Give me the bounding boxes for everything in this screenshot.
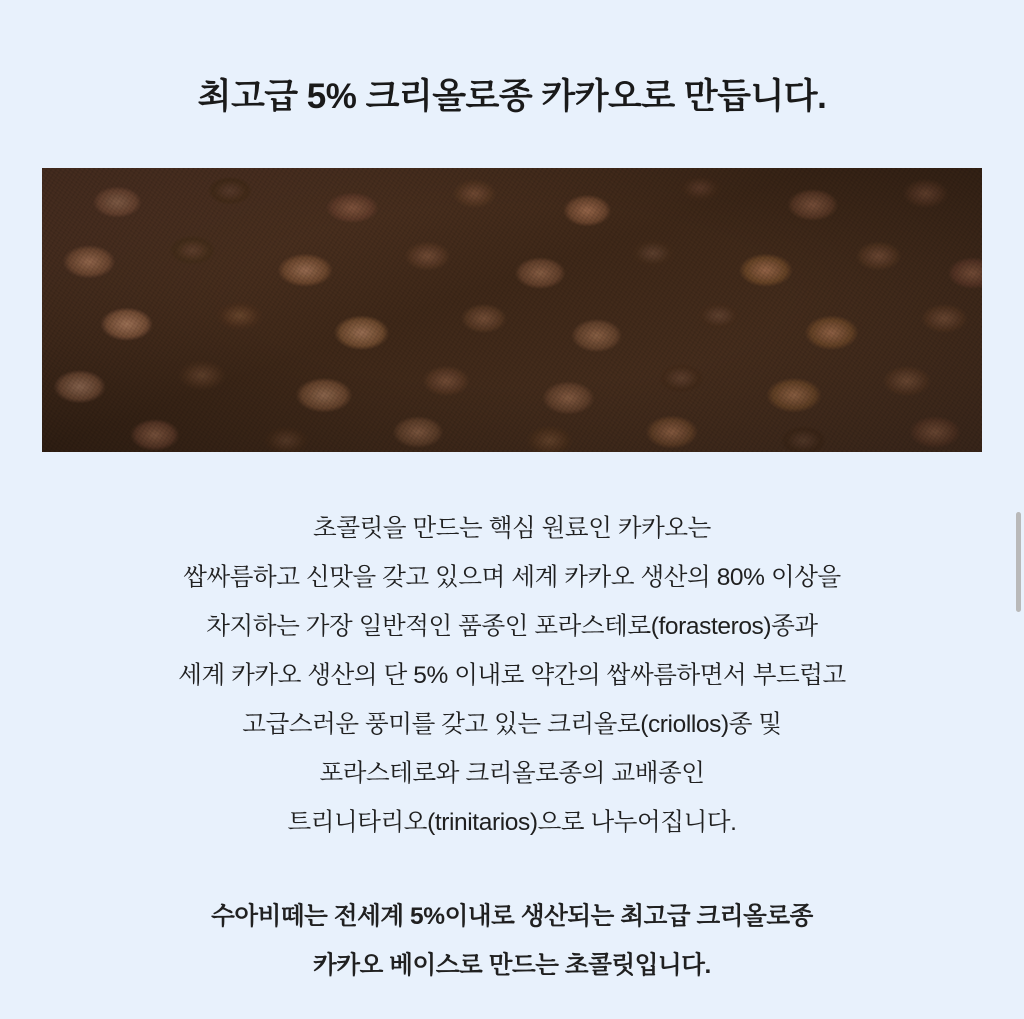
description-block xyxy=(0,504,1024,990)
paragraph-line: 포라스테로와 크리올로종의 교배종인 xyxy=(319,759,705,787)
paragraph-highlight xyxy=(0,892,1024,990)
paragraph-line: 트리니타리오(trinitarios)으로 나누어집니다. xyxy=(287,808,737,836)
photo-vignette-overlay xyxy=(42,168,982,452)
paragraph-line: 쌉싸름하고 신맛을 갖고 있으며 세계 카카오 생산의 80% 이상을 xyxy=(183,563,841,591)
product-detail-page xyxy=(0,23,1024,1019)
paragraph-intro xyxy=(0,504,1024,847)
paragraph-line: 초콜릿을 만드는 핵심 원료인 카카오는 xyxy=(313,514,711,542)
cacao-beans-image xyxy=(42,168,982,452)
paragraph-line: 세계 카카오 생산의 단 5% 이내로 약간의 쌉싸름하면서 부드럽고 xyxy=(178,661,846,689)
page-title: 최고급 5% 크리올로종 카카오로 만듭니다. xyxy=(197,77,827,117)
paragraph-line: 고급스러운 풍미를 갖고 있는 크리올로(criollos)종 및 xyxy=(242,710,782,738)
paragraph-line: 카카오 베이스로 만드는 초콜릿입니다. xyxy=(313,951,711,979)
paragraph-line: 차지하는 가장 일반적인 품종인 포라스테로(forasteros)종과 xyxy=(206,612,818,640)
paragraph-line: 수아비떼는 전세계 5%이내로 생산되는 최고급 크리올로종 xyxy=(211,902,813,930)
scrollbar-thumb[interactable] xyxy=(1016,512,1021,612)
page-scrollbar[interactable] xyxy=(1010,23,1024,1019)
